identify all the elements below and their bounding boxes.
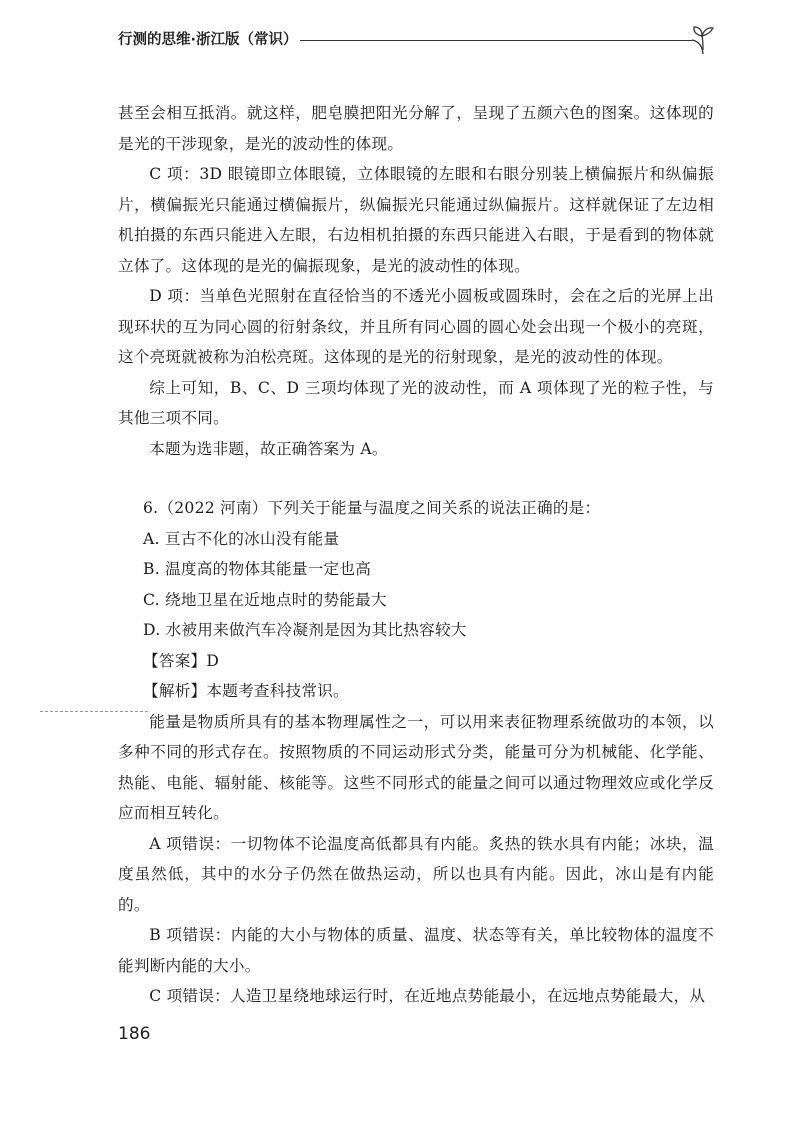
paragraph: 能量是物质所具有的基本物理属性之一，可以用来表征物理系统做功的本领，以多种不同的形式存在。按照物质的不同运动形式分类，能量可分为机械能、化学能、热能、电能、辐射能、核能等。这些不同形式的能量之间可以通过物理效应或化学反应而相互转化。 [118,712,714,822]
page-content [118,98,714,1012]
analysis-line: 【解析】本题考查科技常识。 [143,682,349,700]
paragraph: 本题为选非题，故正确答案为 A。 [149,439,388,458]
answer-line: 【答案】D [143,651,220,670]
paragraph: C 项错误：人造卫星绕地球运行时，在近地点势能最小，在远地点势能最大，从 [149,987,706,1005]
option-b: B. 温度高的物体其能量一定也高 [143,560,372,578]
paragraph: D 项：当单色光照射在直径恰当的不透光小圆板或圆珠时，会在之后的光屏上出现环状的互为同心圆的衍射条纹，并且所有同心圆的圆心处会出现一个极小的亮斑，这个亮斑就被称为泊松亮斑。这体现的是光的衍射现象，是光的波动性的体现。 [118,287,714,366]
spacer [118,464,714,493]
page-header [118,22,718,56]
sprout-icon [688,24,718,56]
paragraph: C 项：3D 眼镜即立体眼镜，立体眼镜的左眼和右眼分别装上横偏振片和纵偏振片，横偏振光只能通过横偏振片，纵偏振光只能通过纵偏振片。这样就保证了左边相机拍摄的东西只能进入左眼，右边相机拍摄的东西只能进入右眼，于是看到的物体就立体了。这体现的是光的偏振现象，是光的波动性的体现。 [118,165,714,275]
option-c: C. 绕地卫星在近地点时的势能最大 [143,590,387,609]
paragraph: 甚至会相互抵消。就这样，肥皂膜把阳光分解了，呈现了五颜六色的图案。这体现的是光的干涉现象，是光的波动性的体现。 [118,104,714,153]
option-d: D. 水被用来做汽车冷凝剂是因为其比热容较大 [143,621,467,639]
paragraph: 综上可知，B、C、D 三项均体现了光的波动性，而 A 项体现了光的粒子性，与其他三项不同。 [118,378,714,427]
question-stem: 6.（2022 河南）下列关于能量与温度之间关系的说法正确的是： [143,499,601,517]
paragraph: A 项错误：一切物体不论温度高低都具有内能。炙热的铁水具有内能；冰块，温度虽然低，其中的水分子仍然在做热运动，所以也具有内能。因此，冰山是有内能的。 [118,834,714,914]
header-rule [300,40,692,41]
book-title: 行测的思维·浙江版（常识） [118,32,298,48]
page-number: 186 [118,1024,151,1044]
scan-mark [40,711,148,712]
option-a: A. 亘古不化的冰山没有能量 [143,529,340,548]
paragraph: B 项错误：内能的大小与物体的质量、温度、状态等有关，单比较物体的温度不能判断内能的大小。 [118,926,714,975]
